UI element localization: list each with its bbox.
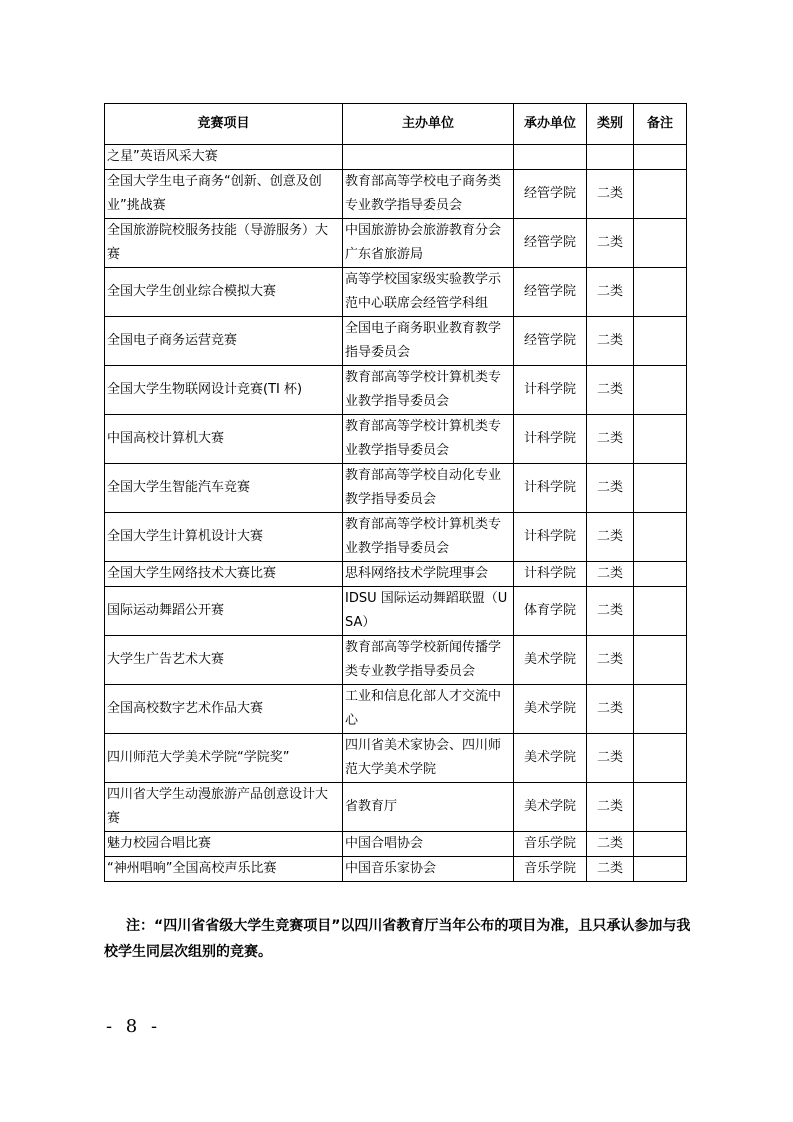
table-row [105, 734, 687, 783]
table-row [105, 562, 687, 587]
remark-cell [634, 268, 687, 317]
undertaker-cell: 计科学院 [514, 415, 587, 464]
table-row [105, 268, 687, 317]
organizer-cell: 中国音乐家协会 [343, 857, 514, 882]
organizer-cell: 教育部高等学校计算机类专业教学指导委员会 [343, 513, 514, 562]
project-cell: 中国高校计算机大赛 [105, 415, 343, 464]
page-number: - 8 - [106, 1016, 162, 1037]
undertaker-cell: 音乐学院 [514, 832, 587, 857]
organizer-cell: 省教育厅 [343, 783, 514, 832]
header-category: 类别 [587, 104, 634, 145]
remark-cell [634, 685, 687, 734]
undertaker-cell: 美术学院 [514, 636, 587, 685]
remark-cell [634, 513, 687, 562]
category-cell: 二类 [587, 268, 634, 317]
project-cell: 全国旅游院校服务技能（导游服务）大赛 [105, 219, 343, 268]
project-cell: 大学生广告艺术大赛 [105, 636, 343, 685]
category-cell: 二类 [587, 464, 634, 513]
competition-table [104, 103, 687, 882]
undertaker-cell: 计科学院 [514, 464, 587, 513]
project-cell: 全国大学生智能汽车竞赛 [105, 464, 343, 513]
undertaker-cell: 美术学院 [514, 685, 587, 734]
project-cell: “神州唱响”全国高校声乐比赛 [105, 857, 343, 882]
organizer-cell: 全国电子商务职业教育教学指导委员会 [343, 317, 514, 366]
table-row [105, 145, 687, 170]
undertaker-cell: 美术学院 [514, 734, 587, 783]
footnote: 注：“四川省省级大学生竞赛项目”以四川省教育厅当年公布的项目为准，且只承认参加与我校学生同层次组别的竞赛。 [104, 918, 691, 960]
category-cell: 二类 [587, 587, 634, 636]
table-row [105, 415, 687, 464]
header-undertaker: 承办单位 [514, 104, 587, 145]
remark-cell [634, 857, 687, 882]
project-cell: 四川师范大学美术学院“学院奖” [105, 734, 343, 783]
undertaker-cell: 经管学院 [514, 268, 587, 317]
organizer-cell: 教育部高等学校自动化专业教学指导委员会 [343, 464, 514, 513]
category-cell: 二类 [587, 513, 634, 562]
organizer-cell: 教育部高等学校计算机类专业教学指导委员会 [343, 415, 514, 464]
project-cell: 国际运动舞蹈公开赛 [105, 587, 343, 636]
project-cell: 四川省大学生动漫旅游产品创意设计大赛 [105, 783, 343, 832]
remark-cell [634, 562, 687, 587]
category-cell: 二类 [587, 219, 634, 268]
project-cell: 全国大学生创业综合模拟大赛 [105, 268, 343, 317]
organizer-cell: 教育部高等学校电子商务类专业教学指导委员会 [343, 170, 514, 219]
category-cell: 二类 [587, 415, 634, 464]
table-row [105, 513, 687, 562]
category-cell: 二类 [587, 734, 634, 783]
organizer-cell: 高等学校国家级实验教学示范中心联席会经管学科组 [343, 268, 514, 317]
organizer-cell: 四川省美术家协会、四川师范大学美术学院 [343, 734, 514, 783]
category-cell: 二类 [587, 366, 634, 415]
header-project: 竞赛项目 [105, 104, 343, 145]
undertaker-cell: 经管学院 [514, 317, 587, 366]
table-row [105, 464, 687, 513]
remark-cell [634, 145, 687, 170]
category-cell: 二类 [587, 685, 634, 734]
table-row [105, 857, 687, 882]
remark-cell [634, 366, 687, 415]
organizer-cell: 思科网络技术学院理事会 [343, 562, 514, 587]
undertaker-cell: 美术学院 [514, 783, 587, 832]
remark-cell [634, 587, 687, 636]
category-cell: 二类 [587, 636, 634, 685]
remark-cell [634, 219, 687, 268]
table-row [105, 317, 687, 366]
undertaker-cell: 音乐学院 [514, 857, 587, 882]
table-row [105, 832, 687, 857]
organizer-cell: 教育部高等学校新闻传播学类专业教学指导委员会 [343, 636, 514, 685]
undertaker-cell: 经管学院 [514, 219, 587, 268]
table-row [105, 636, 687, 685]
category-cell: 二类 [587, 783, 634, 832]
table-row [105, 219, 687, 268]
category-cell: 二类 [587, 317, 634, 366]
project-cell: 全国大学生物联网设计竞赛(TI 杯) [105, 366, 343, 415]
remark-cell [634, 783, 687, 832]
table-row [105, 685, 687, 734]
category-cell: 二类 [587, 562, 634, 587]
undertaker-cell: 计科学院 [514, 366, 587, 415]
remark-cell [634, 317, 687, 366]
organizer-cell: 中国合唱协会 [343, 832, 514, 857]
undertaker-cell [514, 145, 587, 170]
header-remark: 备注 [634, 104, 687, 145]
organizer-cell: 中国旅游协会旅游教育分会广东省旅游局 [343, 219, 514, 268]
undertaker-cell: 计科学院 [514, 562, 587, 587]
organizer-cell: IDSU 国际运动舞蹈联盟（USA） [343, 587, 514, 636]
project-cell: 全国电子商务运营竞赛 [105, 317, 343, 366]
remark-cell [634, 636, 687, 685]
category-cell: 二类 [587, 832, 634, 857]
table-row [105, 783, 687, 832]
project-cell: 之星”英语风采大赛 [105, 145, 343, 170]
remark-cell [634, 415, 687, 464]
table-row [105, 587, 687, 636]
table-row [105, 366, 687, 415]
remark-cell [634, 170, 687, 219]
remark-cell [634, 832, 687, 857]
project-cell: 全国大学生网络技术大赛比赛 [105, 562, 343, 587]
organizer-cell: 教育部高等学校计算机类专业教学指导委员会 [343, 366, 514, 415]
undertaker-cell: 经管学院 [514, 170, 587, 219]
table-header-row [105, 104, 687, 145]
remark-cell [634, 464, 687, 513]
organizer-cell: 工业和信息化部人才交流中心 [343, 685, 514, 734]
project-cell: 全国大学生电子商务“创新、创意及创业”挑战赛 [105, 170, 343, 219]
category-cell [587, 145, 634, 170]
table-row [105, 170, 687, 219]
organizer-cell [343, 145, 514, 170]
project-cell: 全国大学生计算机设计大赛 [105, 513, 343, 562]
category-cell: 二类 [587, 857, 634, 882]
header-organizer: 主办单位 [343, 104, 514, 145]
undertaker-cell: 计科学院 [514, 513, 587, 562]
project-cell: 魅力校园合唱比赛 [105, 832, 343, 857]
undertaker-cell: 体育学院 [514, 587, 587, 636]
category-cell: 二类 [587, 170, 634, 219]
project-cell: 全国高校数字艺术作品大赛 [105, 685, 343, 734]
remark-cell [634, 734, 687, 783]
